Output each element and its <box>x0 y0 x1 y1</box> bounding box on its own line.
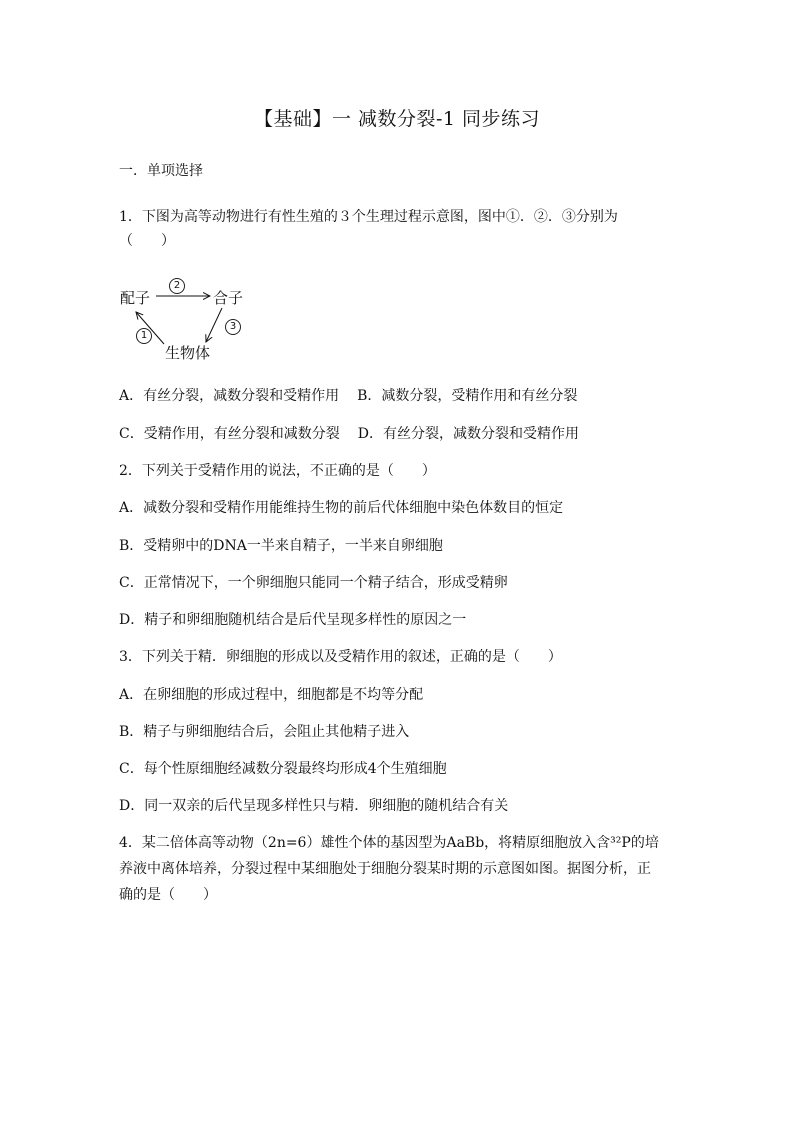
q1-option-a: A．有丝分裂，减数分裂和受精作用 <box>119 388 340 404</box>
q3-option-d: D．同一双亲的后代呈现多样性只与精．卵细胞的随机结合有关 <box>119 798 509 814</box>
q1-option-b: B．减数分裂，受精作用和有丝分裂 <box>357 388 578 404</box>
q3-stem: 3．下列关于精．卵细胞的形成以及受精作用的叙述，正确的是（ ） <box>119 649 562 665</box>
q1-options-row1 <box>119 383 679 409</box>
reproduction-cycle-diagram <box>118 278 258 366</box>
page-title: 【基础】一 减数分裂-1 同步练习 <box>253 108 541 130</box>
q3-option-b: B．精子与卵细胞结合后，会阻止其他精子进入 <box>119 724 410 740</box>
q2-stem: 2．下列关于受精作用的说法，不正确的是（ ） <box>119 463 436 479</box>
node-organism: 生物体 <box>165 344 211 362</box>
q3-option-c: C．每个性原细胞经减数分裂最终均形成4个生殖细胞 <box>119 761 447 777</box>
q1-stem-line2: （ ） <box>119 233 175 249</box>
q2-option-b: B．受精卵中的DNA一半来自精子，一半来自卵细胞 <box>119 538 443 554</box>
q1-option-d: D．有丝分裂，减数分裂和受精作用 <box>357 426 579 442</box>
q2-option-d: D．精子和卵细胞随机结合是后代呈现多样性的原因之一 <box>119 612 467 628</box>
q2-option-a: A．减数分裂和受精作用能维持生物的前后代体细胞中染色体数目的恒定 <box>119 500 564 516</box>
node-gamete: 配子 <box>120 289 151 307</box>
step-3-marker: 3 <box>225 319 241 335</box>
q2-option-c: C．正常情况下，一个卵细胞只能同一个精子结合，形成受精卵 <box>119 575 508 591</box>
q4-stem-line1: 4．某二倍体高等动物（2n=6）雄性个体的基因型为AaBb，将精原细胞放入含³²P的培 <box>119 835 659 851</box>
section-heading: 一．单项选择 <box>119 163 203 179</box>
q1-option-c: C．受精作用，有丝分裂和减数分裂 <box>119 426 340 442</box>
q4-stem-line2: 养液中离体培养，分裂过程中某细胞处于细胞分裂某时期的示意图如图。据图分析，正 <box>119 861 651 877</box>
q1-options-row2 <box>119 421 679 447</box>
node-zygote: 合子 <box>213 289 244 307</box>
step-1-marker: 1 <box>136 328 152 344</box>
q4-stem-line3: 确的是（ ） <box>119 887 217 903</box>
arrow-zygote-to-organism <box>206 308 222 342</box>
step-2-marker: 2 <box>169 278 185 294</box>
q1-stem-line1: 1．下图为高等动物进行有性生殖的３个生理过程示意图，图中①．②．③分别为 <box>119 209 618 225</box>
q3-option-a: A．在卵细胞的形成过程中，细胞都是不均等分配 <box>119 687 424 703</box>
